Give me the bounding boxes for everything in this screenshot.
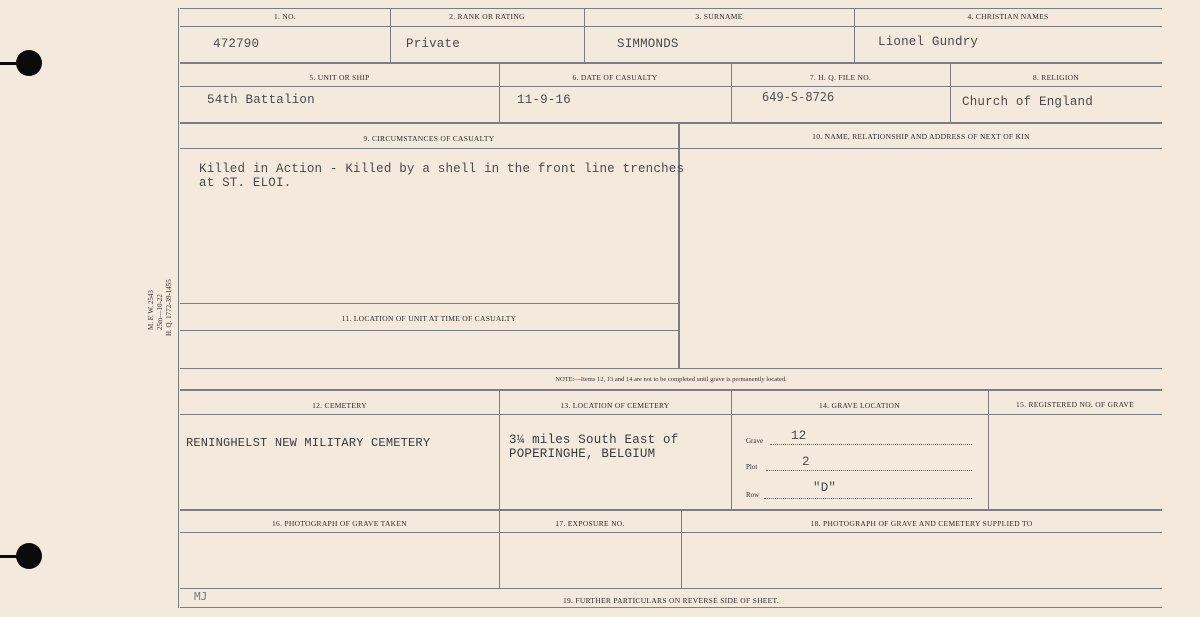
rule-circ-bottom <box>180 303 678 304</box>
label-exposure: 17. EXPOSURE NO. <box>555 519 625 528</box>
rule-loc-label <box>180 330 678 331</box>
value-surname: SIMMONDS <box>617 37 679 51</box>
rule-row4-bottom <box>180 509 1162 511</box>
margin-rule <box>178 8 179 608</box>
plot-line <box>766 470 972 471</box>
value-cemetery: RENINGHELST NEW MILITARY CEMETERY <box>186 436 431 450</box>
value-location-cemetery-line2: POPERINGHE, BELGIUM <box>509 447 656 461</box>
form-code-3: H. Q. 1772-39-1455 <box>165 279 173 336</box>
binder-hole-bottom <box>16 543 42 569</box>
value-file: 649-S-8726 <box>762 90 835 104</box>
rule-row1-top <box>180 8 1162 9</box>
label-religion: 8. RELIGION <box>1032 73 1080 82</box>
label-circumstances: 9. CIRCUMSTANCES OF CASUALTY <box>363 134 495 143</box>
value-unit: 54th Battalion <box>207 93 315 107</box>
label-plot: Plot <box>746 463 758 471</box>
value-plot: 2 <box>802 455 810 469</box>
label-row: Row <box>746 491 760 499</box>
rule-row2-bottom <box>180 122 1162 124</box>
grave-line <box>770 444 972 445</box>
label-christian: 4. CHRISTIAN NAMES <box>967 12 1049 21</box>
value-circumstances-line1: Killed in Action - Killed by a shell in the front line trenches <box>199 162 685 176</box>
rule-row4-label <box>180 414 1162 415</box>
rule-row2-label <box>180 86 1162 87</box>
label-unit: 5. UNIT OR SHIP <box>309 73 370 82</box>
rule-row3-label <box>180 148 1162 149</box>
rule-row5-bottom <box>180 588 1162 589</box>
label-photo-supplied: 18. PHOTOGRAPH OF GRAVE AND CEMETERY SUPPLIED TO <box>810 519 1033 528</box>
label-no: 1. NO. <box>273 12 296 21</box>
value-location-cemetery-line1: 3¼ miles South East of <box>509 433 679 447</box>
value-no: 472790 <box>213 37 260 51</box>
rule-row5-label <box>180 532 1162 533</box>
label-date: 6. DATE OF CASUALTY <box>572 73 658 82</box>
rule-footer <box>180 607 1162 608</box>
rule-row1-bottom <box>180 62 1162 64</box>
label-kin: 10. NAME, RELATIONSHIP AND ADDRESS OF NEXT OF KIN <box>812 132 1030 141</box>
note-text: NOTE:—Items 12, 13 and 14 are not to be completed until grave is permanently located. <box>555 376 787 383</box>
label-location-unit: 11. LOCATION OF UNIT AT TIME OF CASUALTY <box>341 314 517 323</box>
label-grave-location: 14. GRAVE LOCATION <box>819 401 900 410</box>
value-rank: Private <box>406 37 460 51</box>
value-circumstances-line2: at ST. ELOI. <box>199 176 292 190</box>
rule-row3-bottom <box>180 368 1162 369</box>
value-christian: Lionel Gundry <box>878 35 979 49</box>
label-further: 19. FURTHER PARTICULARS ON REVERSE SIDE OF SHEET. <box>562 596 780 605</box>
row-line <box>764 498 972 499</box>
value-row: "D" <box>813 481 837 495</box>
binder-hole-top <box>16 50 42 76</box>
form-code-2: 25m—10-22 <box>156 294 164 330</box>
value-religion: Church of England <box>962 95 1093 109</box>
label-surname: 3. SURNAME <box>695 12 743 21</box>
label-registered: 15. REGISTERED NO. OF GRAVE <box>1016 400 1134 409</box>
rule-row1-label <box>180 26 1162 27</box>
rule-row4-top <box>180 389 1162 391</box>
label-location-cemetery: 13. LOCATION OF CEMETERY <box>560 401 670 410</box>
value-grave: 12 <box>791 429 807 443</box>
label-photo: 16. PHOTOGRAPH OF GRAVE TAKEN <box>272 519 407 528</box>
label-rank: 2. RANK OR RATING <box>449 12 525 21</box>
label-grave: Grave <box>746 437 764 445</box>
label-cemetery: 12. CEMETERY <box>312 401 367 410</box>
label-file: 7. H. Q. FILE NO. <box>809 73 872 82</box>
value-date: 11-9-16 <box>517 93 571 107</box>
form-code-1: M. F. W. 2543 <box>147 290 155 330</box>
divider-3 <box>678 124 680 369</box>
initials: MJ <box>194 590 208 603</box>
